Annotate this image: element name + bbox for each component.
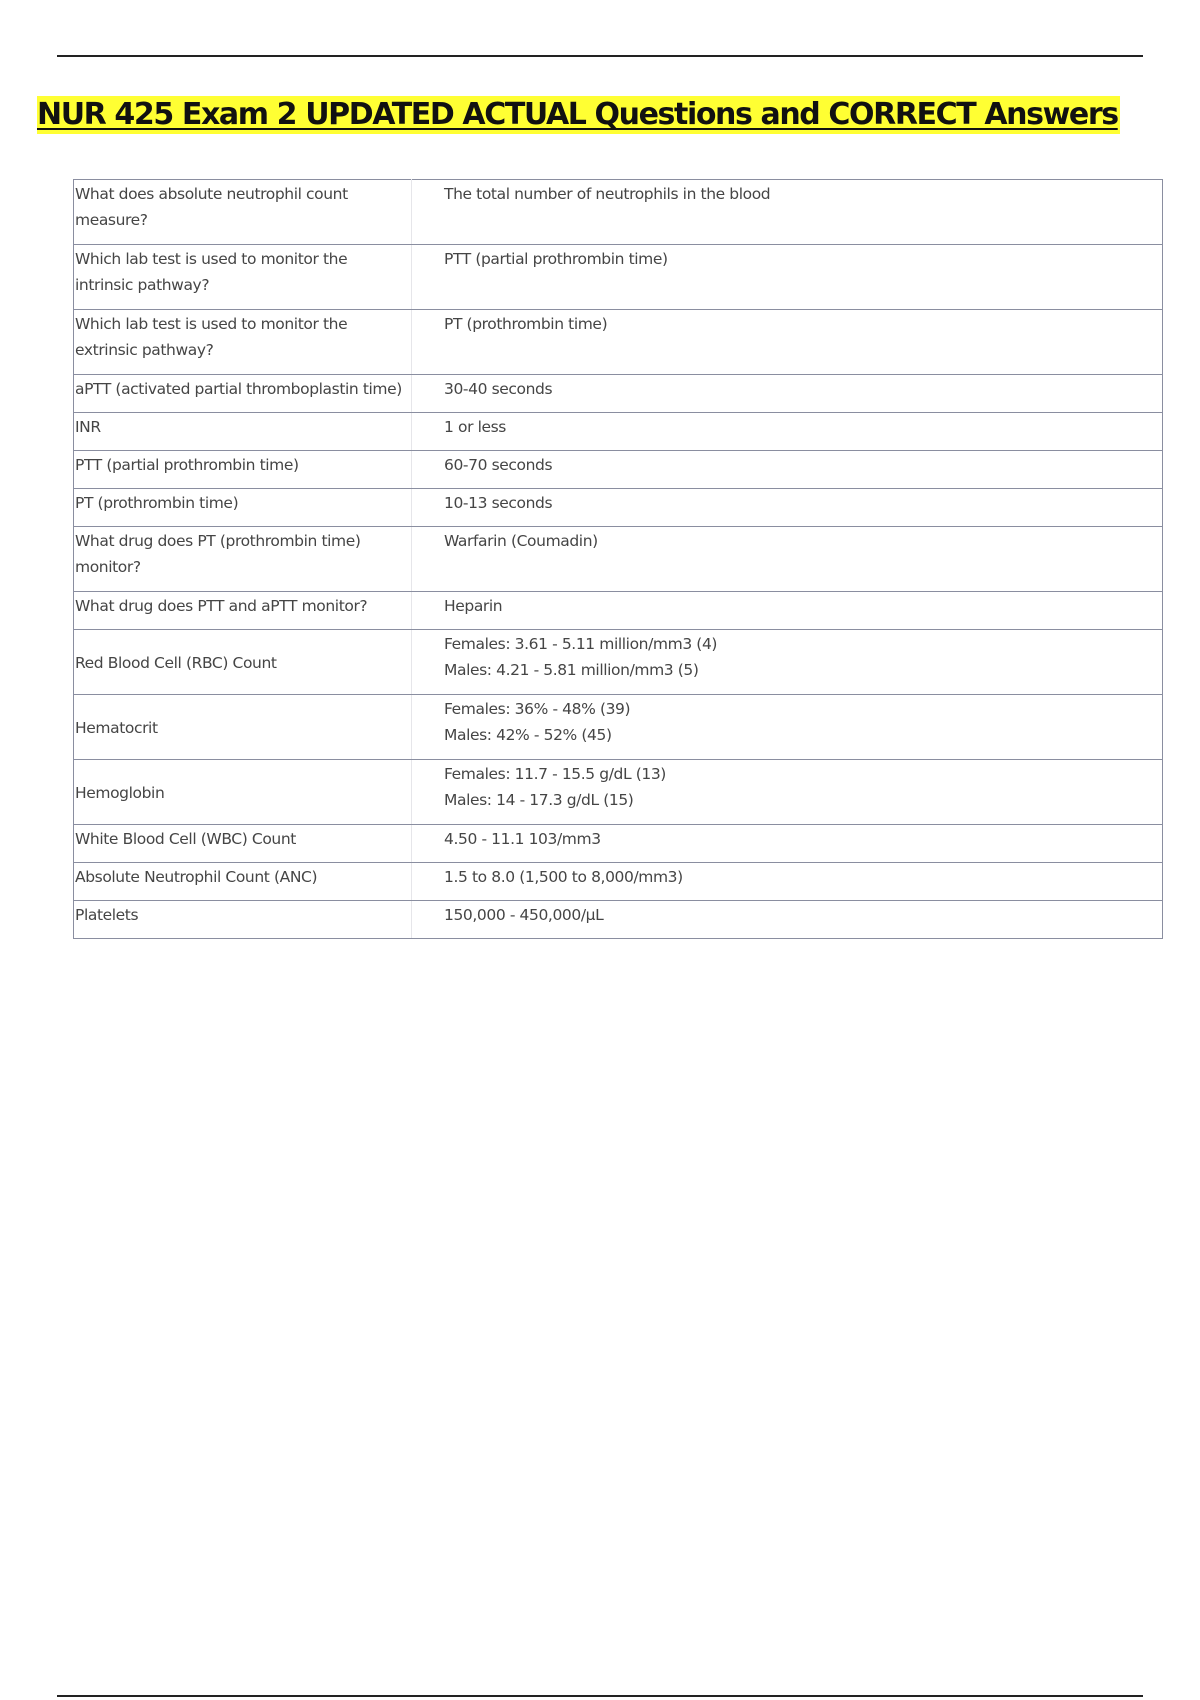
answer-line: Males: 14 - 17.3 g/dL (15) <box>444 791 634 809</box>
question-cell: Absolute Neutrophil Count (ANC) <box>74 863 412 901</box>
question-cell: What drug does PT (prothrombin time) monitor? <box>74 527 412 592</box>
answer-cell <box>412 489 1163 527</box>
question-cell: What drug does PTT and aPTT monitor? <box>74 592 412 630</box>
answer-cell <box>412 451 1163 489</box>
answer-line: Females: 3.61 - 5.11 million/mm3 (4) <box>444 635 718 653</box>
answer-line: Heparin <box>444 597 503 615</box>
question-cell: What does absolute neutrophil count measure? <box>74 180 412 245</box>
table-row <box>74 527 1163 592</box>
answer-line: The total number of neutrophils in the blood <box>444 185 771 203</box>
page-title: NUR 425 Exam 2 UPDATED ACTUAL Questions and CORRECT Answers <box>37 97 1118 132</box>
question-cell: PT (prothrombin time) <box>74 489 412 527</box>
answer-cell <box>412 413 1163 451</box>
table-row <box>74 310 1163 375</box>
table-row <box>74 245 1163 310</box>
answer-cell <box>412 310 1163 375</box>
answer-line: Females: 36% - 48% (39) <box>444 700 631 718</box>
answer-line: Males: 42% - 52% (45) <box>444 726 612 744</box>
answer-line: 10-13 seconds <box>444 494 553 512</box>
answer-cell <box>412 592 1163 630</box>
question-cell: Which lab test is used to monitor the intrinsic pathway? <box>74 245 412 310</box>
question-cell: Hemoglobin <box>74 760 412 825</box>
answer-line: 60-70 seconds <box>444 456 553 474</box>
qa-table <box>73 179 1163 939</box>
answer-cell <box>412 630 1163 695</box>
answer-cell <box>412 760 1163 825</box>
table-row <box>74 695 1163 760</box>
question-cell: Which lab test is used to monitor the extrinsic pathway? <box>74 310 412 375</box>
table-row <box>74 375 1163 413</box>
answer-cell <box>412 863 1163 901</box>
answer-line: 1.5 to 8.0 (1,500 to 8,000/mm3) <box>444 868 683 886</box>
question-cell: White Blood Cell (WBC) Count <box>74 825 412 863</box>
answer-cell <box>412 245 1163 310</box>
answer-line: 1 or less <box>444 418 506 436</box>
table-row <box>74 863 1163 901</box>
table-row <box>74 825 1163 863</box>
answer-cell <box>412 825 1163 863</box>
table-row <box>74 901 1163 939</box>
question-cell: PTT (partial prothrombin time) <box>74 451 412 489</box>
answer-cell <box>412 527 1163 592</box>
answer-line: Females: 11.7 - 15.5 g/dL (13) <box>444 765 666 783</box>
table-row <box>74 413 1163 451</box>
answer-cell <box>412 375 1163 413</box>
table-row <box>74 630 1163 695</box>
answer-line: 150,000 - 450,000/µL <box>444 906 604 924</box>
table-row <box>74 489 1163 527</box>
answer-line: Males: 4.21 - 5.81 million/mm3 (5) <box>444 661 699 679</box>
question-cell: Hematocrit <box>74 695 412 760</box>
question-cell: aPTT (activated partial thromboplastin time) <box>74 375 412 413</box>
answer-line: PTT (partial prothrombin time) <box>444 250 668 268</box>
question-cell: Red Blood Cell (RBC) Count <box>74 630 412 695</box>
table-row <box>74 451 1163 489</box>
table-row <box>74 592 1163 630</box>
answer-cell <box>412 901 1163 939</box>
answer-line: 30-40 seconds <box>444 380 553 398</box>
header-rule <box>57 55 1143 57</box>
table-row <box>74 180 1163 245</box>
answer-line: PT (prothrombin time) <box>444 315 608 333</box>
answer-cell <box>412 180 1163 245</box>
table-row <box>74 760 1163 825</box>
answer-line: 4.50 - 11.1 103/mm3 <box>444 830 601 848</box>
question-cell: Platelets <box>74 901 412 939</box>
answer-line: Warfarin (Coumadin) <box>444 532 598 550</box>
answer-cell <box>412 695 1163 760</box>
footer-rule <box>57 1695 1143 1697</box>
question-cell: INR <box>74 413 412 451</box>
